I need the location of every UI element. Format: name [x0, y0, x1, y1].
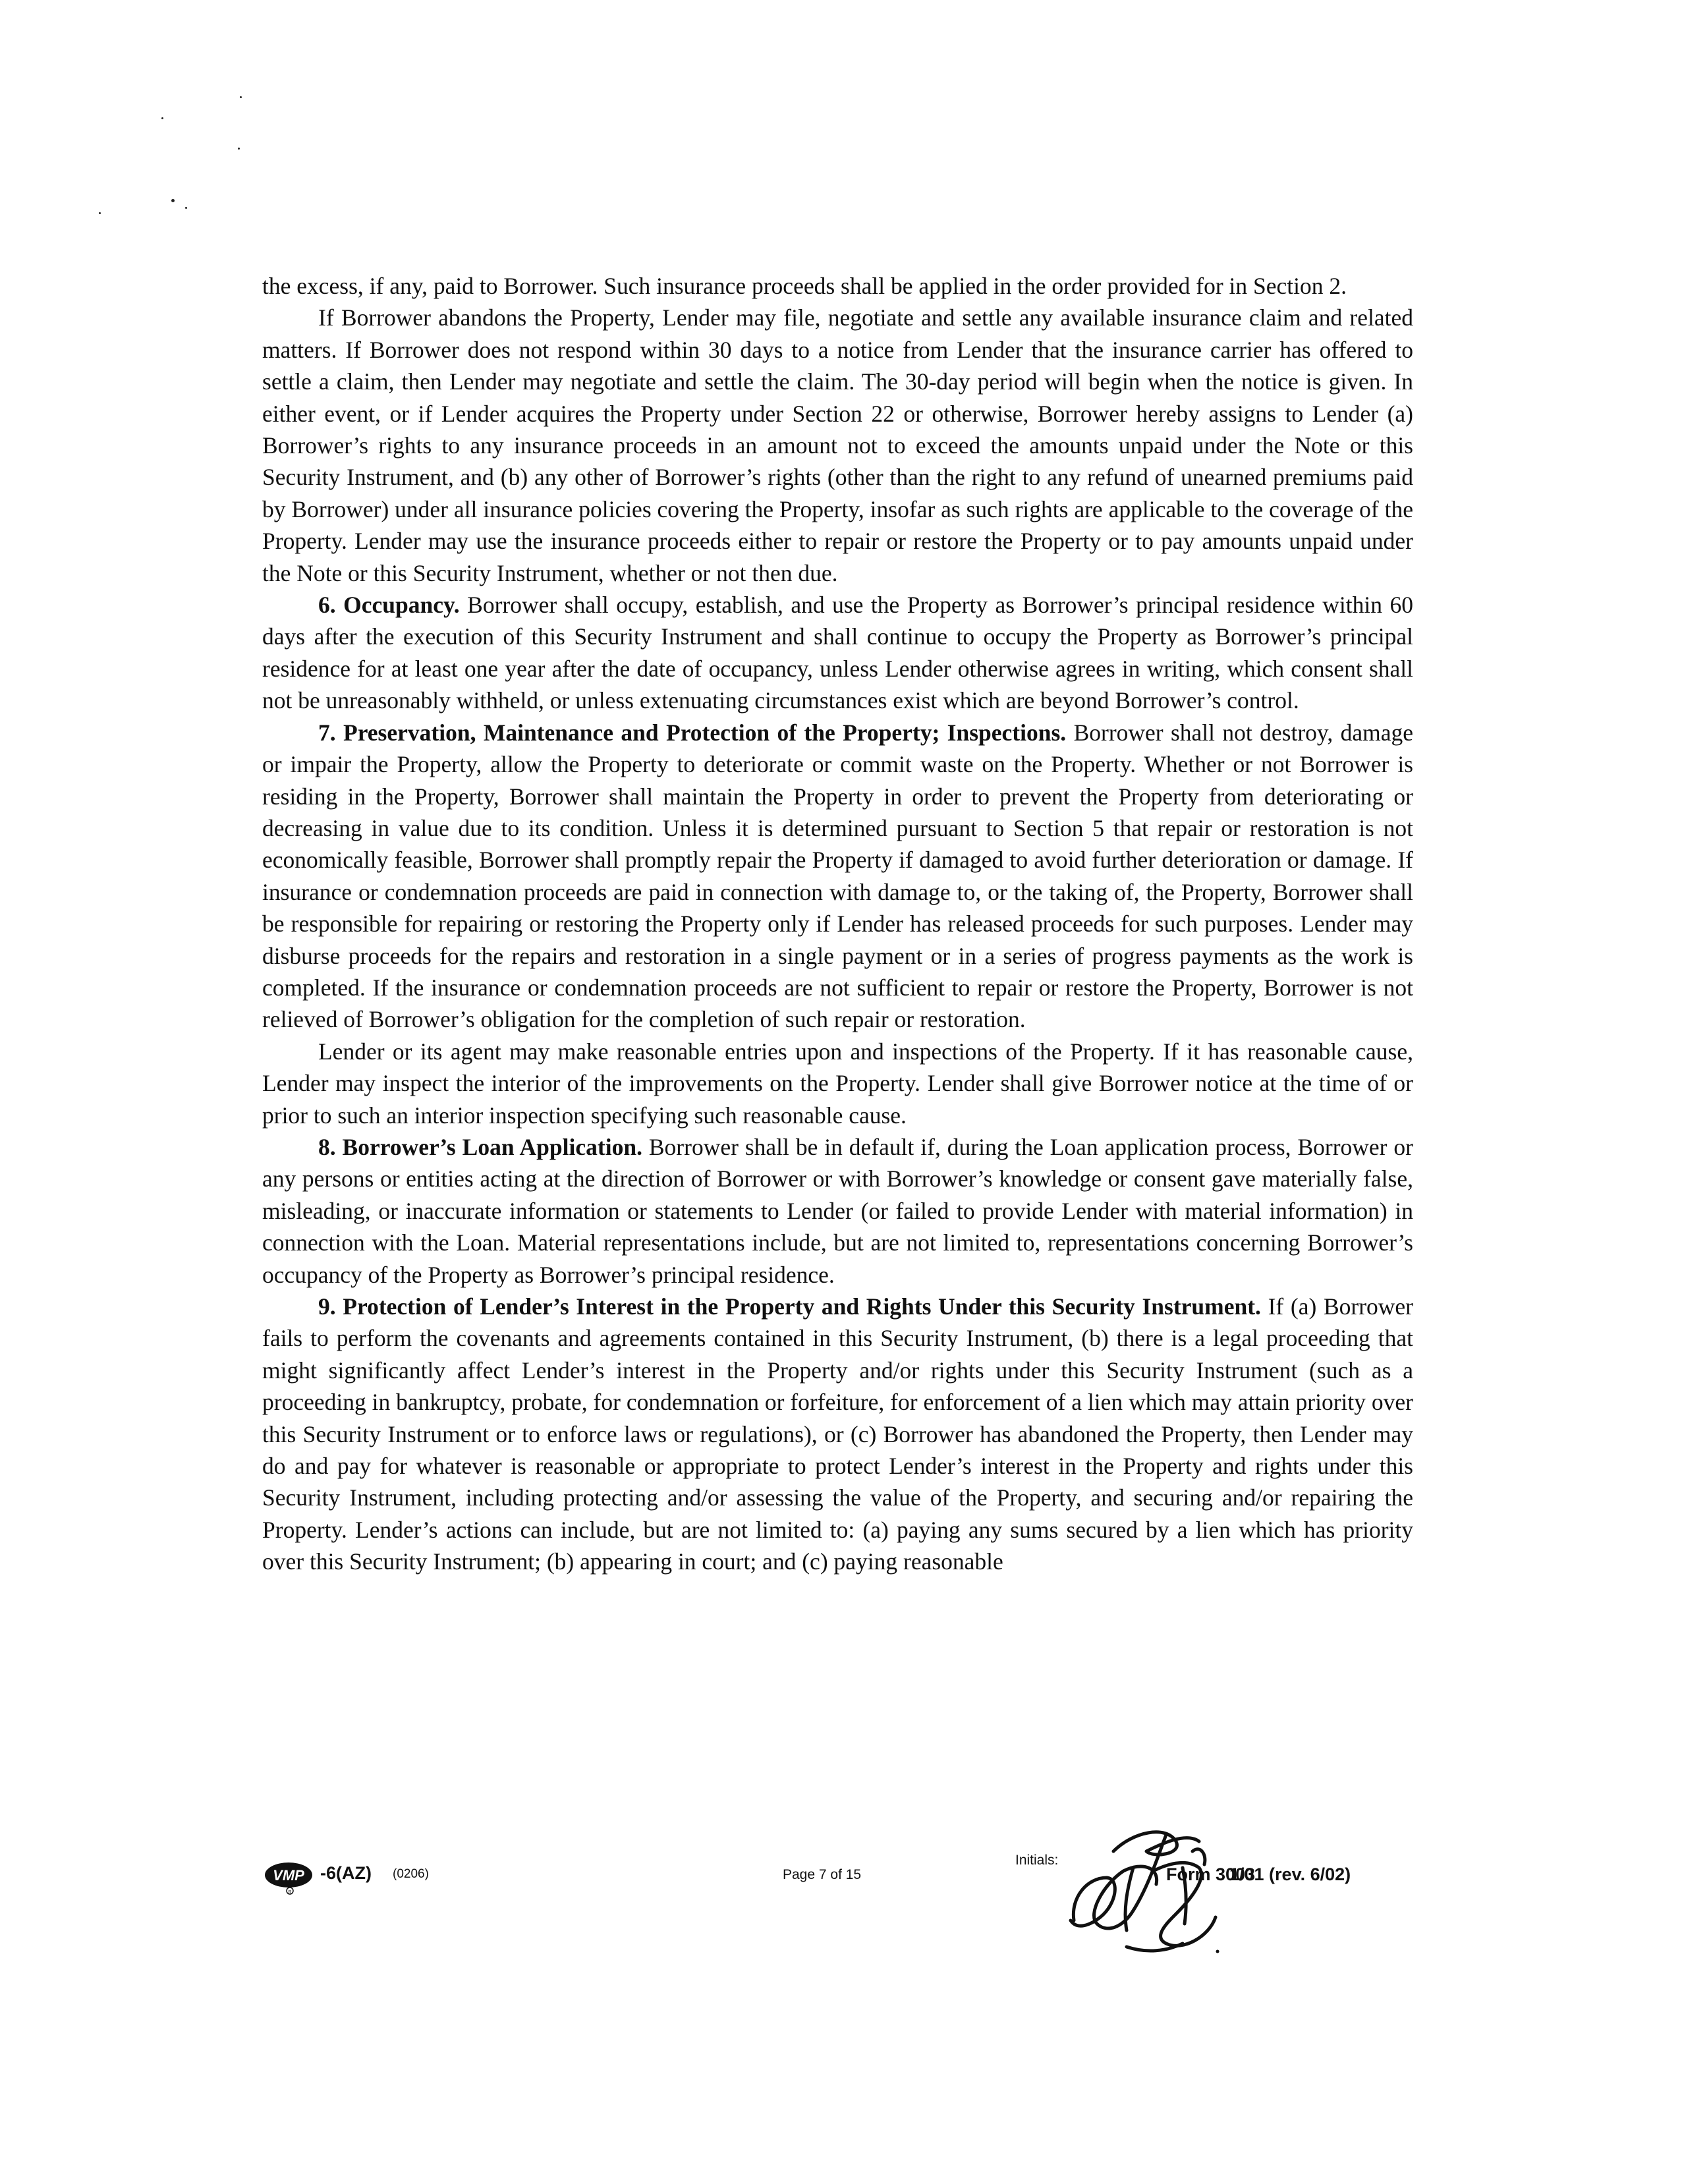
- scan-speck: [238, 148, 240, 150]
- scan-speck: [240, 96, 242, 98]
- paragraph-text: If (a) Borrower fails to perform the covenants and agreements contained in this Security Instrument, (b) there is a legal proceeding that might significantly affect Lender’s interest in the Property and/or rights under this Security Instrument (such as a proceeding in bankruptcy, probate, for condemnation or forfeiture, for enforcement of a lien which may attain priority over this Security Instrument or to enforce laws or regulations), or (c) Borrower has abandoned the Property, then Lender may do and pay for whatever is reasonable or appropriate to protect Lender’s interest in the Property and rights under this Security Instrument, including protecting and/or assessing the value of the Property, and securing and/or repairing the Property. Lender’s actions can include, but are not limited to: (a) paying any sums secured by a lien which has priority over this Security Instrument; (b) appearing in court; and (c) paying reasonable: [262, 1293, 1413, 1575]
- scan-speck: [171, 199, 175, 202]
- handwritten-initials-signature: [1034, 1805, 1225, 1970]
- document-body: [262, 270, 1413, 1578]
- paragraph-text: If Borrower abandons the Property, Lender may file, negotiate and settle any available insurance claim and related matters. If Borrower does not respond within 30 days to a notice from Lender that the insurance carrier has offered to settle a claim, then Lender may negotiate and settle the claim. The 30-day period will begin when the notice is given. In either event, or if Lender acquires the Property under Section 22 or otherwise, Borrower hereby assigns to Lender (a) Borrower’s rights to any insurance proceeds in an amount not to exceed the amounts unpaid under the Note or this Security Instrument, and (b) any other of Borrower’s rights (other than the right to any refund of unearned premiums paid by Borrower) under all insurance policies covering the Property, insofar as such rights are applicable to the coverage of the Property. Lender may use the insurance proceeds either to repair or restore the Property or to pay amounts unpaid under the Note or this Security Instrument, whether or not then due.: [262, 304, 1413, 586]
- form-code: -6(AZ): [320, 1863, 372, 1883]
- scan-speck: [161, 117, 163, 119]
- initials-label: Initials:: [1015, 1853, 1059, 1868]
- paragraph-text: Borrower shall not destroy, damage or impair the Property, allow the Property to deteriorate or commit waste on the Property. Whether or not Borrower is residing in the Property, Borrower shall maintain the Property in order to prevent the Property from deteriorating or decreasing in value due to its condition. Unless it is determined pursuant to Section 5 that repair or restoration is not economically feasible, Borrower shall promptly repair the Property if damaged to avoid further deterioration or damage. If insurance or condemnation proceeds are paid in connection with damage to, or the taking of, the Property, Borrower shall be responsible for repairing or restoring the Property only if Lender has released proceeds for such purposes. Lender may disburse proceeds for the repairs and restoration in a single payment or in a series of progress payments as the work is completed. If the insurance or condemnation proceeds are not sufficient to repair or restore the Property, Borrower is not relieved of Borrower’s obligation for the completion of such repair or restoration.: [262, 719, 1413, 1033]
- paragraph: [262, 1291, 1413, 1578]
- paragraph-text: the excess, if any, paid to Borrower. Such insurance proceeds shall be applied in the order provided for in Section 2.: [262, 273, 1347, 299]
- page-number: Page 7 of 15: [783, 1867, 862, 1882]
- form-code-revision: (0206): [393, 1867, 429, 1881]
- vmp-logo-text: VMP: [273, 1867, 304, 1884]
- paragraph: [262, 717, 1413, 1036]
- paragraph: [262, 589, 1413, 717]
- section-heading: 6. Occupancy.: [318, 592, 460, 619]
- scan-speck: [185, 207, 187, 209]
- paragraph-text: Borrower shall be in default if, during the Loan application process, Borrower or any persons or entities acting at the direction of Borrower or with Borrower’s knowledge or consent gave materially false, misleading, or inaccurate information or statements to Lender (or failed to provide Lender with material information) in connection with the Loan. Material representations include, but are not limited to, representations concerning Borrower’s occupancy of the Property as Borrower’s principal residence.: [262, 1133, 1413, 1288]
- paragraph: [262, 302, 1413, 589]
- paragraph: [262, 1036, 1413, 1131]
- paragraph: [262, 1131, 1413, 1291]
- form-number: Form 3003: [1166, 1864, 1256, 1884]
- section-heading: 9. Protection of Lender’s Interest in the Property and Rights Under this Security Instrument.: [318, 1293, 1261, 1320]
- scan-speck: [99, 212, 101, 214]
- vmp-logo-icon: [264, 1861, 316, 1895]
- paragraph-text: Borrower shall occupy, establish, and use the Property as Borrower’s principal residence within 60 days after the execution of this Security Instrument and shall continue to occupy the Property as Borrower’s principal residence for at least one year after the date of occupancy, unless Lender otherwise agrees in writing, which consent shall not be unreasonably withheld, or unless extenuating circumstances exist which are beyond Borrower’s control.: [262, 592, 1414, 714]
- paragraph-text: Lender or its agent may make reasonable entries upon and inspections of the Property. If it has reasonable cause, Lender may inspect the interior of the improvements on the Property. Lender shall give Borrower notice at the time of or prior to such an interior inspection specifying such reasonable cause.: [262, 1038, 1413, 1129]
- form-revision: 1/01 (rev. 6/02): [1229, 1864, 1351, 1884]
- section-heading: 8. Borrower’s Loan Application.: [318, 1133, 642, 1160]
- svg-text:R: R: [288, 1890, 292, 1895]
- paragraph: [262, 270, 1413, 302]
- section-heading: 7. Preservation, Maintenance and Protection of the Property; Inspections.: [318, 719, 1067, 746]
